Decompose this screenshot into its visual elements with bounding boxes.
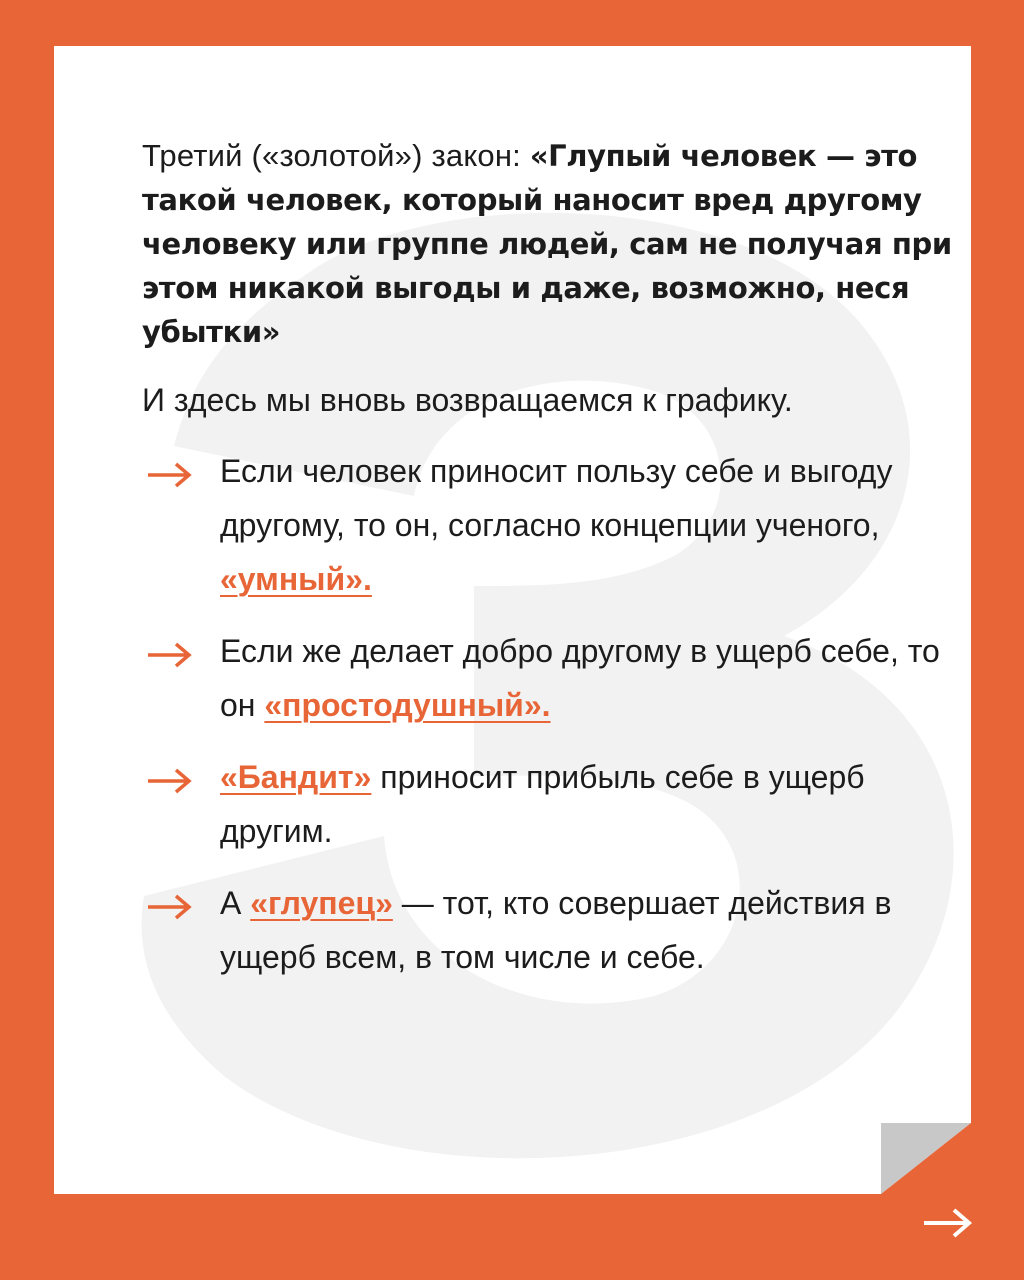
item-text-pre: Если человек приносит пользу себе и выгоду другому, то он, согласно концепции ученого, [220,453,893,543]
arrow-right-icon [148,640,196,670]
highlight-stupid: «глупец» [250,885,393,921]
highlight-naive: «простодушный». [264,687,551,723]
item-text-pre: Если же делает добро другому в ущерб себе, то он [220,633,940,723]
law-statement [142,134,971,354]
item-text-pre: А [220,885,251,921]
law-quote: «Глупый человек — это такой человек, который наносит вред другому человеку или группе людей, сам не получая при этом никакой выгоды и даже, возможно, неся убытки» [142,139,952,349]
arrow-right-icon [148,892,196,922]
graph-reference: И здесь мы вновь возвращаемся к графику. [142,382,793,418]
arrow-right-icon[interactable] [922,1206,974,1240]
item-text-post: приносит прибыль себе в ущерб другим. [220,759,865,849]
highlight-smart: «умный». [220,561,372,597]
arrow-right-icon [148,766,196,796]
list-item-smart [142,444,971,606]
arrow-right-icon [148,460,196,490]
list-item-naive [142,624,971,732]
content-card [54,46,971,1194]
highlight-bandit: «Бандит» [220,759,372,795]
item-text-post: — тот, кто совершает действия в ущерб всем, в том числе и себе. [220,885,892,975]
page-curl-icon [881,1123,971,1194]
law-lead: Третий («золотой») закон: [142,138,530,173]
main-content [142,134,971,1002]
list-item-stupid [142,876,971,984]
list-item-bandit [142,750,971,858]
types-list [142,444,971,984]
